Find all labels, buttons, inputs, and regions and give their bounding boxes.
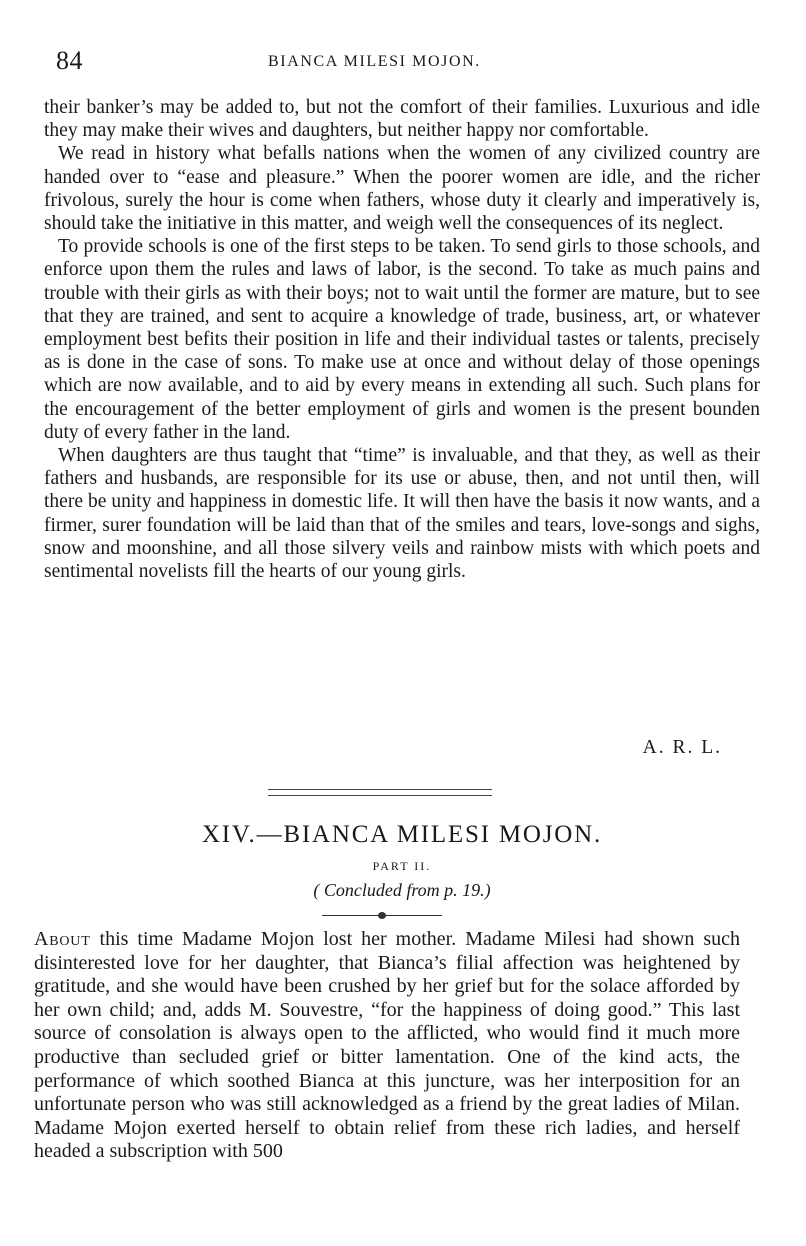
concluded-note: ( Concluded from p. 19.) [313, 880, 491, 900]
article-title: XIV.—BIANCA MILESI MOJON. [201, 821, 603, 848]
page-number: 84 [56, 46, 83, 75]
section-divider [268, 789, 492, 796]
article-body [34, 928, 740, 1164]
paragraph-text: this time Madame Mojon lost her mother. Madame Milesi had shown such disinterested love for her daughter, that Bianca’s filial affection was heightened by gratitude, and she would have been crushed by her grief but for the solace afforded by her own child; and, adds M. Souvestre, “for the happiness of doing good.” This last source of consolation is always open to the afflicted, who would find it much more productive than secluded grief or bitter lamentation. One of the kind acts, the performance of which soothed Bianca at this juncture, was her interposition for an unfortunate person who was still acknowledged as a friend by the great ladies of Milan. Madame Mojon exerted herself to obtain relief from these rich ladies, and herself headed a subscription with 500 [34, 928, 740, 1163]
previous-article-text [44, 96, 760, 583]
ornament-dot-icon [378, 912, 386, 919]
paragraph: When daughters are thus taught that “time” is invaluable, and that they, as well as their fathers and husbands, are responsible for its use or abuse, then, and not until then, will there be unity and happiness in domestic life. It will then have the basis it now wants, and a firmer, surer foundation will be laid than that of the smiles and tears, love-songs and sighs, snow and moonshine, and all those silvery veils and rainbow mists with which poets and sentimental novelists fill the hearts of our young girls. [44, 445, 760, 583]
running-head: BIANCA MILESI MOJON. [268, 53, 481, 70]
part-label: PART II. [372, 859, 432, 873]
paragraph: To provide schools is one of the first steps to be taken. To send girls to those schools, and enforce upon them the rules and laws of labor, is the second. To take as much pains and trouble with their girls as with their boys; not to wait until the former are mature, but to see that they are trained, and sent to acquire a knowledge of trade, business, art, or whatever employment best befits their position in life and their individual tastes or talents, precisely as is done in the case of sons. To make use at once and without delay of those openings which are now available, and to aid by every means in extending all such. Such plans for the encouragement of the better employment of girls and women is the present bounden duty of every father in the land. [44, 236, 760, 443]
opening-word: About [34, 928, 91, 950]
page-header [56, 44, 766, 78]
author-signature: A. R. L. [642, 737, 722, 758]
paragraph: their banker’s may be added to, but not the comfort of their families. Luxurious and idle they may make their wives and daughters, but neither happy nor comfortable. [44, 97, 760, 142]
paragraph: We read in history what befalls nations when the women of any civilized country are handed over to “ease and pleasure.” When the poorer women are idle, and the richer frivolous, surely the hour is come when fathers, whose duty it clearly and imperatively is, should take the initiative in this matter, and weigh well the consequences of its neglect. [44, 143, 760, 235]
paragraph [34, 928, 740, 1164]
ornament-divider [322, 912, 442, 920]
